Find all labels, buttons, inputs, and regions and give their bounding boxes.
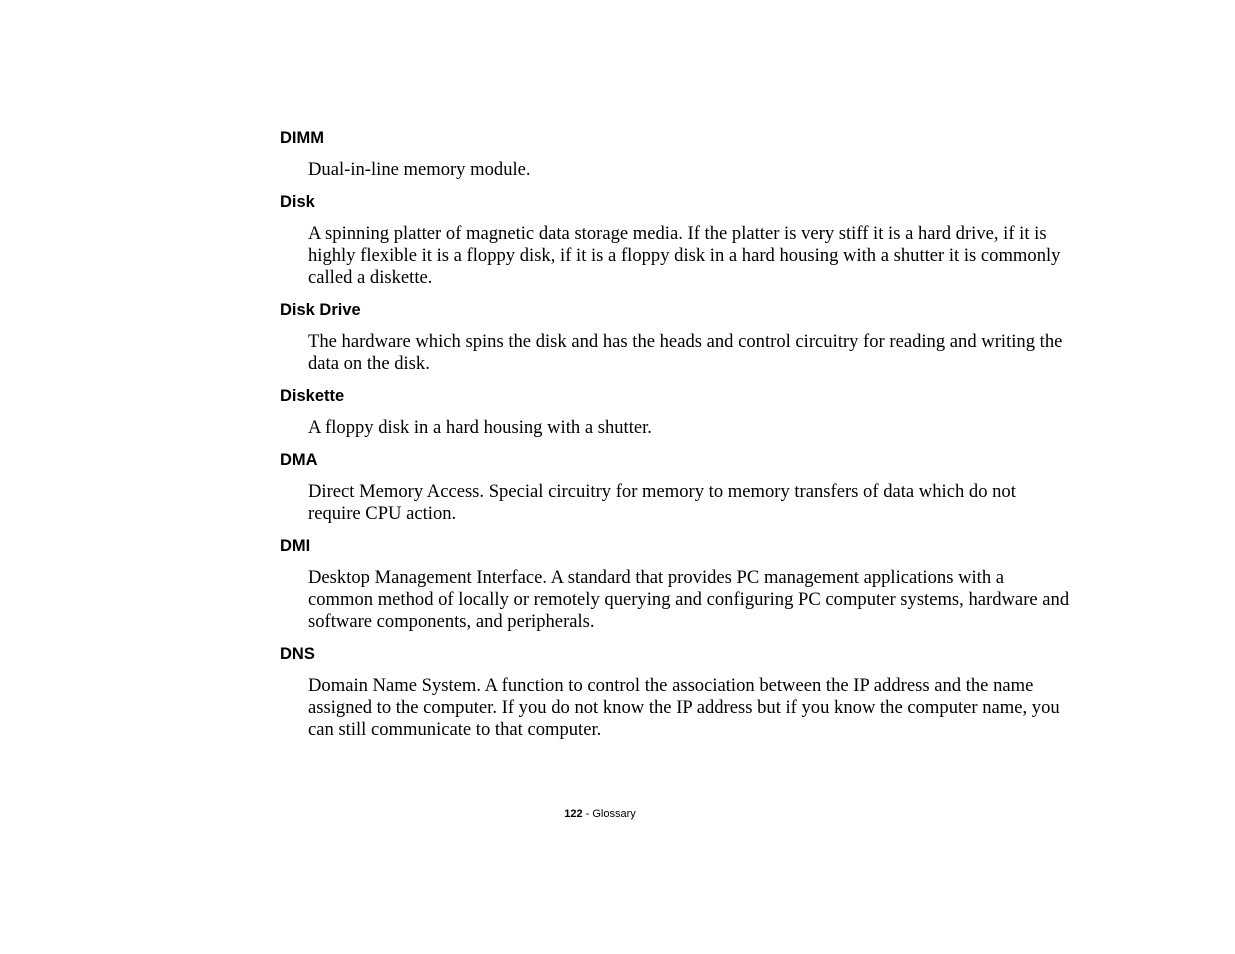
term-definition: A spinning platter of magnetic data storage media. If the platter is very stiff it is a hard drive, if it is highly flexible it is a floppy disk, if it is a floppy disk in a hard housing with a shutter it is commonly called a diskette. [308,223,1061,288]
glossary-entry-dma [280,449,1070,525]
term-definition: Domain Name System. A function to control the association between the IP address and the name assigned to the computer. If you do not know the IP address but if you know the computer name, you can still communicate to that computer. [308,675,1060,740]
term-heading: DNS [280,645,315,663]
glossary-entry-disk [280,191,1070,289]
term-heading: Diskette [280,387,345,405]
footer-section: Glossary [592,808,636,820]
term-definition: Desktop Management Interface. A standard that provides PC management applications with a common method of locally or remotely querying and configuring PC computer systems, hardware and software components, and peripherals. [308,567,1070,632]
glossary-entry-dns [280,643,1070,741]
term-heading: DIMM [280,129,324,147]
glossary-entry-disk-drive [280,299,1070,375]
page-number: 122 [564,808,583,820]
glossary-page [280,127,1070,751]
term-definition: The hardware which spins the disk and has the heads and control circuitry for reading and writing the data on the disk. [308,331,1063,374]
term-definition: Dual-in-line memory module. [308,159,531,180]
page-footer [0,806,1200,822]
glossary-entry-dimm [280,127,1070,181]
footer-separator: - [582,808,593,820]
term-heading: DMI [280,537,311,555]
term-heading: Disk [280,193,315,211]
term-heading: Disk Drive [280,301,361,319]
glossary-entry-diskette [280,385,1070,439]
term-heading: DMA [280,451,318,469]
glossary-entry-dmi [280,535,1070,633]
term-definition: Direct Memory Access. Special circuitry for memory to memory transfers of data which do not require CPU action. [308,481,1016,524]
term-definition: A floppy disk in a hard housing with a shutter. [308,417,652,438]
